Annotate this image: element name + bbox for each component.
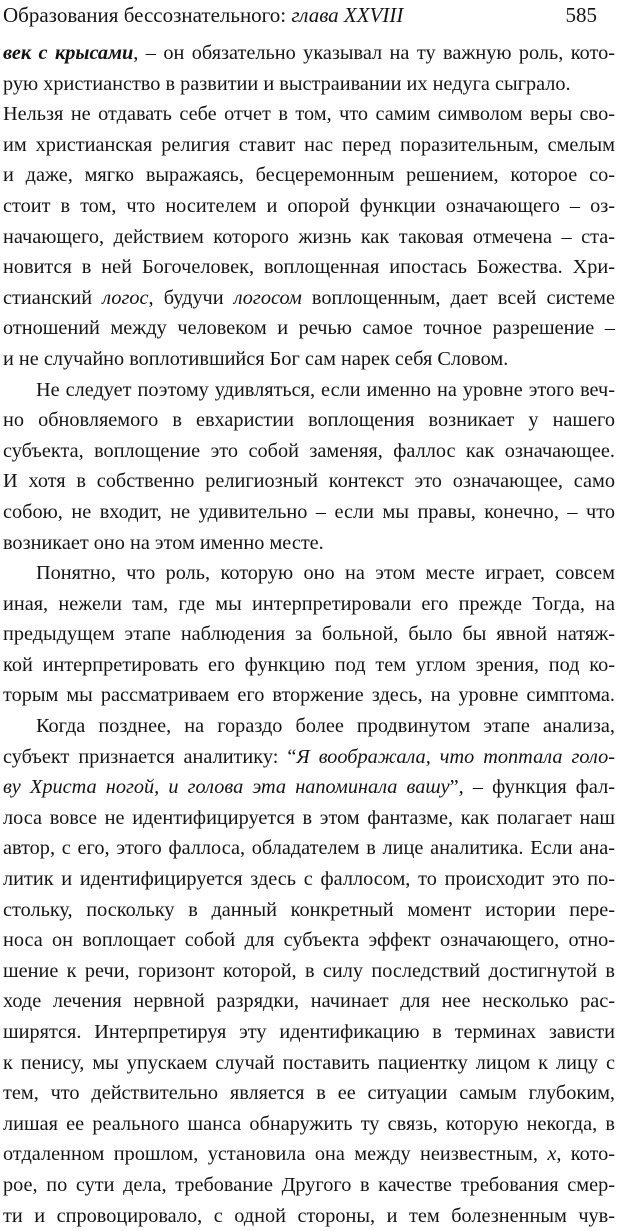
- text-line: [3, 283, 615, 314]
- text-span: Когда позднее, на гораздо более продвинутом этапе анализа,: [36, 715, 615, 738]
- text-line: [3, 803, 615, 834]
- text-span: лишая ее реального шанса обнаружить ту связь, которую некогда, в: [3, 1112, 615, 1135]
- text-span: и не случайно воплотившийся Бог сам нарек себя Словом.: [3, 347, 509, 370]
- emphasis-text: ву Христа ногой, и голова эта напоминала вашу: [3, 776, 450, 799]
- emphasis-text: логос: [102, 286, 149, 309]
- text-span: отдаленном прошлом, установила она между неизвестным,: [3, 1143, 548, 1166]
- text-span: стоит в том, что носителем и опорой функции означающего – оз-: [3, 194, 615, 217]
- text-line: [3, 711, 615, 742]
- chapter-label: глава XXVIII: [291, 3, 404, 27]
- text-line: [3, 69, 615, 100]
- text-span: тем, что действительно является в ее ситуации самым глубоким,: [3, 1082, 615, 1105]
- text-span: рую христианство в развитии и выстраивании их недуга сыграло.: [3, 72, 571, 95]
- text-line: [3, 680, 615, 711]
- text-line: [3, 252, 615, 283]
- running-header: [3, 0, 615, 36]
- text-line: [3, 589, 615, 620]
- text-line: [3, 436, 615, 467]
- text-span: стианский: [3, 286, 103, 309]
- text-line: [3, 466, 615, 497]
- text-line: [3, 1139, 615, 1170]
- page-number: 585: [565, 3, 597, 27]
- text-span: лоса вовсе не идентифицируется в этом фантазме, как полагает наш: [3, 806, 615, 829]
- text-span: , кото-: [556, 1143, 615, 1166]
- text-span: ти и спровоцировало, с одной стороны, и тем болезненным чув-: [3, 1204, 615, 1227]
- text-span: ”, – функция фал-: [449, 776, 615, 799]
- text-span: , – он обязательно указывал на ту важную роль, кото-: [133, 42, 615, 64]
- text-line: [3, 375, 615, 406]
- text-line: [3, 528, 615, 559]
- text-span: начающего, действием которого жизнь как таковая отмечена – ста-: [3, 225, 615, 248]
- text-line: [3, 864, 615, 895]
- text-line: [3, 619, 615, 650]
- text-line: [3, 1201, 615, 1231]
- text-line: [3, 956, 615, 987]
- text-line: [3, 1017, 615, 1048]
- book-title: Образования бессознательного:: [3, 3, 287, 27]
- text-line: [3, 558, 615, 589]
- text-line: [3, 986, 615, 1017]
- text-line: [3, 222, 615, 253]
- text-span: торым мы рассматриваем его вторжение здесь, на уровне симптома.: [3, 684, 615, 707]
- text-span: шение к речи, горизонт которой, в силу последствий достигнутой в: [3, 959, 615, 982]
- text-line: [3, 99, 615, 130]
- text-span: иная, нежели там, где мы интерпретировали его прежде Тогда, на: [3, 592, 615, 615]
- text-line: [3, 344, 615, 375]
- body-text: [3, 38, 615, 1231]
- emphasis-text: Я воображала, что топтала голо-: [296, 745, 615, 768]
- text-span: ходе лечения нервной разрядки, начинает для нее несколько рас-: [3, 990, 615, 1013]
- text-span: воплощенным, дает всей системе: [301, 286, 615, 309]
- text-line: [3, 497, 615, 528]
- text-span: литик и идентифицируется здесь с фаллосом, то происходит это по-: [3, 868, 615, 891]
- text-line: [3, 38, 615, 69]
- text-span: но обновляемого в евхаристии воплощения возникает у нашего: [3, 409, 615, 432]
- text-span: отношений между человеком и речью самое точное разрешение –: [3, 317, 615, 340]
- emphasis-text: x: [547, 1143, 557, 1166]
- text-line: [3, 925, 615, 956]
- text-line: [3, 130, 615, 161]
- text-line: [3, 650, 615, 681]
- text-span: субъект признается аналитику: “: [3, 745, 297, 768]
- text-line: [3, 895, 615, 926]
- text-span: автор, с его, этого фаллоса, обладателем в лице аналитика. Если ана-: [3, 837, 615, 860]
- text-span: субъекта, воплощение это собой заменяя, фаллос как означающее.: [3, 439, 615, 462]
- text-span: носа он воплощает собой для субъекта эффект означающего, отно-: [3, 929, 615, 952]
- text-line: [3, 1048, 615, 1079]
- text-span: новится в ней Богочеловек, воплощенная ипостась Божества. Хри-: [3, 256, 615, 279]
- text-span: Понятно, что роль, которую оно на этом месте играет, совсем: [36, 562, 615, 585]
- text-line: [3, 833, 615, 864]
- text-span: И хотя в собственно религиозный контекст это означающее, само: [3, 470, 615, 493]
- text-span: им христианская религия ставит нас перед поразительным, смелым: [3, 133, 615, 156]
- text-span: , будучи: [148, 286, 234, 309]
- text-line: [3, 405, 615, 436]
- text-span: собою, не входит, не удивительно – если мы правы, конечно, – что: [3, 500, 615, 523]
- text-line: [3, 313, 615, 344]
- text-line: [3, 1170, 615, 1201]
- emphasis-text: логосом: [233, 286, 302, 309]
- text-line: [3, 1109, 615, 1140]
- running-title: [3, 0, 403, 30]
- text-line: [3, 742, 615, 773]
- text-line: [3, 191, 615, 222]
- text-span: Нельзя не отдавать себе отчет в том, что самим символом веры сво-: [3, 103, 615, 126]
- text-line: [3, 1078, 615, 1109]
- text-line: [3, 772, 615, 803]
- text-span: рое, по сути дела, требование Другого в качестве требования смер-: [3, 1173, 615, 1196]
- emphasis-text: век с крысами: [3, 42, 134, 64]
- text-span: возникает оно на этом именно месте.: [3, 531, 324, 554]
- text-span: предыдущем этапе наблюдения за больной, было бы явной натяж-: [3, 623, 615, 646]
- text-span: Не следует поэтому удивляться, если именно на уровне этого веч-: [36, 378, 615, 401]
- text-span: кой интерпретировать его функцию под тем углом зрения, под ко-: [3, 653, 615, 676]
- text-span: и даже, мягко выражаясь, бесцеремонным решением, которое со-: [3, 164, 615, 187]
- text-span: стольку, поскольку в данный конкретный момент истории пере-: [3, 898, 615, 921]
- text-span: ширятся. Интерпретируя эту идентификацию в терминах зависти: [3, 1021, 615, 1043]
- text-line: [3, 160, 615, 191]
- text-span: к пенису, мы упускаем случай поставить пациентку лицом к лицу с: [3, 1051, 615, 1074]
